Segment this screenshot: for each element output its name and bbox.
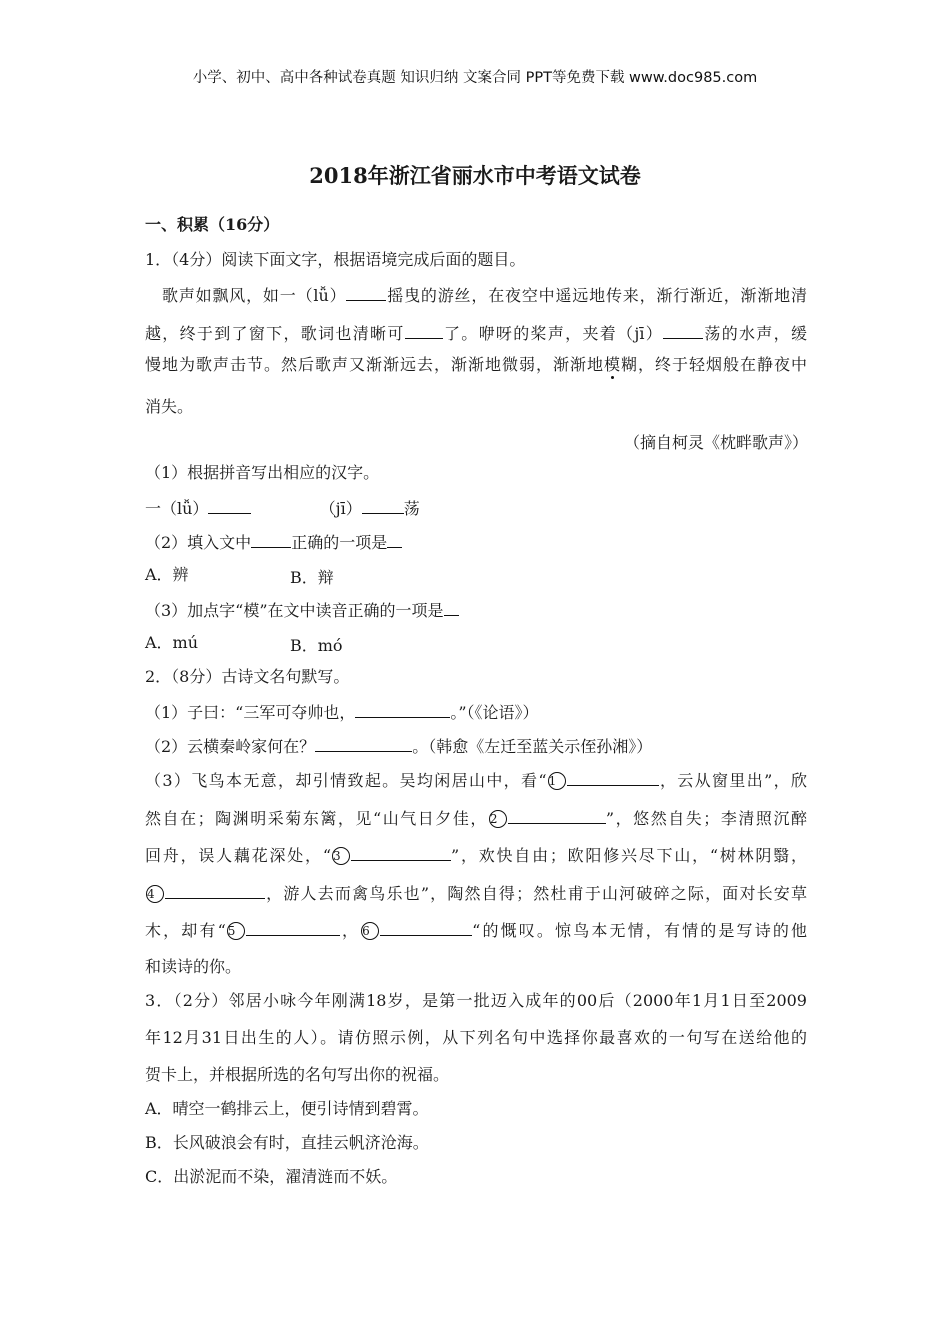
q2-sub3-line6: 和读诗的你。 bbox=[145, 957, 242, 976]
answer-blank-lu[interactable] bbox=[208, 497, 251, 514]
q3-stem-line1: 3．（2分）邻居小咏今年刚满18岁，是第一批迈入成年的00后（2000年1月1日至2009 bbox=[145, 991, 807, 1010]
q1-sub3-option-b[interactable]: B．mó bbox=[290, 636, 343, 655]
circled-number: 5 bbox=[227, 922, 245, 940]
dotted-character: 模 bbox=[603, 355, 621, 374]
q2-sub3-line2: 然自在；陶渊明采菊东篱，见“山气日夕佳， 2 ”，悠然自失；李清照沉醉 bbox=[145, 809, 807, 828]
q1-sub2-answer[interactable] bbox=[387, 531, 402, 548]
circled-number: 2 bbox=[489, 810, 507, 828]
q2-blank-2[interactable] bbox=[315, 735, 412, 752]
q3-stem-line3: 贺卡上，并根据所选的名句写出你的祝福。 bbox=[145, 1065, 450, 1084]
q1-passage-line2: 越，终于到了窗下，歌词也清晰可 了。咿呀的桨声，夹着（jī） 荡的水声，缓 bbox=[145, 324, 807, 343]
q1-stem: 1．（4分）阅读下面文字，根据语境完成后面的题目。 bbox=[145, 250, 526, 269]
page-title: 2018年浙江省丽水市中考语文试卷 bbox=[309, 163, 641, 188]
q1-passage-line4: 消失。 bbox=[145, 397, 194, 416]
site-header: 小学、初中、高中各种试卷真题 知识归纳 文案合同 PPT等免费下载 www.doc985.com bbox=[192, 70, 758, 86]
q2-blank-c3[interactable] bbox=[351, 844, 451, 861]
q3-stem-line2: 年12月31日出生的人）。请仿照示例，从下列名句中选择你最喜欢的一句写在送给他的 bbox=[145, 1028, 807, 1047]
circled-number: 3 bbox=[332, 847, 350, 865]
q1-sub3-option-a[interactable]: A．mú bbox=[145, 633, 199, 652]
q1-source: （摘自柯灵《枕畔歌声》） bbox=[623, 433, 808, 452]
q1-passage-line3: 慢地为歌声击节。然后歌声又渐渐远去，渐渐地微弱，渐渐地模糊，终于轻烟般在静夜中 bbox=[145, 355, 807, 374]
q3-option-a[interactable]: A．晴空一鹤排云上，便引诗情到碧霄。 bbox=[145, 1099, 429, 1118]
q1-passage-line1: 歌声如飘风，如一（lǚ） 摇曳的游丝，在夜空中遥远地传来，渐行渐近，渐渐地清 bbox=[162, 286, 807, 305]
q2-blank-1[interactable] bbox=[355, 701, 450, 718]
q2-blank-c6[interactable] bbox=[380, 919, 472, 936]
q2-blank-c4[interactable] bbox=[165, 882, 265, 899]
circled-number: 4 bbox=[146, 885, 164, 903]
q2-sub3-line5: 木，却有“ 5 ， 6 “的慨叹。惊鸟本无情，有情的是写诗的他 bbox=[145, 921, 807, 940]
q1-sub2-option-a[interactable]: A．辨 bbox=[145, 565, 189, 584]
q1-blank-ji[interactable] bbox=[663, 322, 703, 339]
q1-sub3-answer[interactable] bbox=[444, 599, 459, 616]
q1-sub1-answers: 一（lǚ） （jī） 荡 bbox=[145, 499, 420, 518]
q2-sub3-line3: 回舟，误人藕花深处，“ 3 ”，欢快自由；欧阳修兴尽下山，“树林阴翳， bbox=[145, 846, 807, 865]
q2-sub3-line4: 4 ，游人去而禽鸟乐也”，陶然自得；然杜甫于山河破碎之际，面对长安草 bbox=[147, 884, 807, 903]
q1-sub1: （1）根据拼音写出相应的汉字。 bbox=[145, 463, 380, 482]
circled-number: 1 bbox=[548, 772, 566, 790]
q2-sub2: （2）云横秦岭家何在？ 。（韩愈《左迁至蓝关示侄孙湘》） bbox=[145, 737, 653, 756]
q3-option-b[interactable]: B．长风破浪会有时，直挂云帆济沧海。 bbox=[145, 1133, 429, 1152]
q1-sub2-option-b[interactable]: B．辩 bbox=[290, 568, 334, 587]
q1-blank-lu[interactable] bbox=[346, 284, 386, 301]
q2-sub3-line1: （3）飞鸟本无意，却引情致起。吴均闲居山中，看“ 1 ，云从窗里出”，欣 bbox=[145, 771, 807, 790]
q3-option-c[interactable]: C．出淤泥而不染，濯清涟而不妖。 bbox=[145, 1167, 398, 1186]
q1-sub3: （3）加点字“模”在文中读音正确的一项是 bbox=[145, 599, 459, 621]
answer-blank-ji[interactable] bbox=[362, 497, 404, 514]
q1-sub2: （2）填入文中 正确的一项是 bbox=[145, 531, 402, 553]
circled-number: 6 bbox=[361, 922, 379, 940]
q2-blank-c5[interactable] bbox=[246, 919, 340, 936]
q2-blank-c1[interactable] bbox=[567, 769, 659, 786]
q1-blank-bian[interactable] bbox=[405, 322, 443, 339]
q1-sub2-blank[interactable] bbox=[251, 531, 291, 548]
section-heading: 一、积累（16分） bbox=[145, 215, 280, 234]
q2-sub1: （1）子曰：“三军可夺帅也， 。”（《论语》） bbox=[145, 703, 539, 722]
q2-stem: 2．（8分）古诗文名句默写。 bbox=[145, 667, 350, 686]
q2-blank-c2[interactable] bbox=[508, 807, 606, 824]
